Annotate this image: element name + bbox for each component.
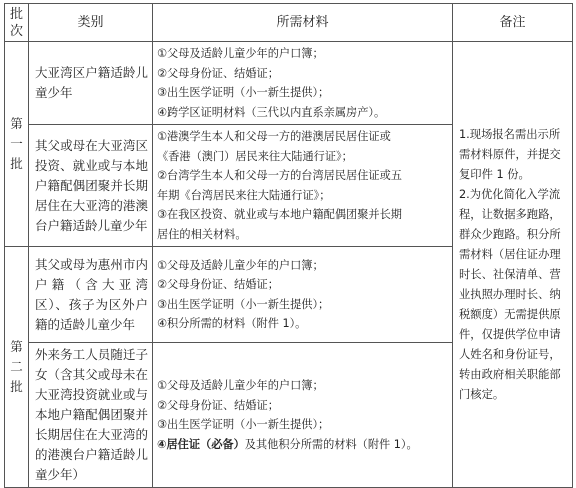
material-item: 居住的相关材料。: [157, 227, 247, 241]
header-row: [5, 4, 573, 42]
material-item: ②父母身份证、结婚证；: [157, 398, 279, 412]
material-item: ③出生医学证明（小一新生提供）；: [157, 86, 330, 99]
materials-cell: [153, 42, 453, 125]
material-item: ②台湾学生本人和父母一方的台湾居民居住证或五: [157, 169, 402, 182]
materials-cell: [153, 247, 453, 343]
header-batch: 批次: [5, 4, 29, 42]
material-item: [157, 435, 449, 455]
notes-cell: [453, 42, 573, 488]
materials-cell: [153, 125, 453, 247]
material-item: ①父母及适龄儿童少年的户口簿；: [157, 379, 324, 392]
enrollment-materials-table: [4, 3, 573, 488]
page: [4, 3, 572, 488]
category-cell: 其父或母在大亚湾区投资、就业或与本地户籍配偶团聚并长期居住在大亚湾的港澳台户籍适龄儿童少年: [29, 125, 153, 247]
category-cell: 大亚湾区户籍适龄儿童少年: [29, 42, 153, 125]
material-item: ②父母身份证、结婚证；: [157, 278, 279, 291]
material-item: ④积分所需的材料（附件 1）。: [157, 317, 307, 330]
material-item: ③在我区投资、就业或与本地户籍配偶团聚并长期: [157, 208, 402, 221]
batch-label-2: 第二批: [5, 247, 29, 488]
material-item: ②父母身份证、结婚证；: [157, 66, 279, 80]
header-notes: 备注: [453, 4, 573, 42]
material-item: ①父母及适龄儿童少年的户口簿；: [157, 258, 324, 272]
category-cell: 外来务工人员随迁子女（含其父或母未在大亚湾投资就业或与本地户籍配偶团聚并长期居住在大亚湾的的港澳台户籍适龄儿童少年）: [29, 343, 153, 488]
materials-cell: [153, 343, 453, 488]
material-item: 年期《台湾居民来往大陆通行证》；: [157, 188, 331, 202]
material-item: ①父母及适龄儿童少年的户口簿；: [157, 47, 324, 60]
material-item-rest: 及其他积分所需的材料（附件 1）。: [244, 437, 418, 451]
table-row: [5, 42, 573, 125]
note-item: 2.为优化简化入学流程，让数据多跑路，群众少跑路。积分所需材料（居住证办理时长、社保清单、营业执照办理时长、纳税额度）无需提供原件，仅提供学位申请人姓名和身份证号，转由政府相关职能部门核定。: [459, 187, 561, 401]
category-cell: 其父或母为惠州市内户籍（含大亚湾区）、孩子为区外户籍的适龄儿童少年: [29, 247, 153, 343]
material-item: ③出生医学证明（小一新生提供）；: [157, 297, 330, 311]
header-category: 类别: [29, 4, 153, 42]
batch-label-1: 第一批: [5, 42, 29, 247]
material-item: ③出生医学证明（小一新生提供）；: [157, 418, 330, 431]
header-materials: 所需材料: [153, 4, 453, 42]
material-item: ④跨学区证明材料（三代以内直系亲属房产）。: [157, 105, 386, 119]
material-item: ①港澳学生本人和父母一方的港澳居民居住证或: [157, 130, 391, 143]
material-item: 《香港（澳门）居民来往大陆通行证》；: [157, 149, 353, 163]
material-item-bold: ④居住证（必备）: [157, 437, 245, 451]
note-item: 1.现场报名需出示所需材料原件，并提交复印件 1 份。: [459, 127, 561, 181]
